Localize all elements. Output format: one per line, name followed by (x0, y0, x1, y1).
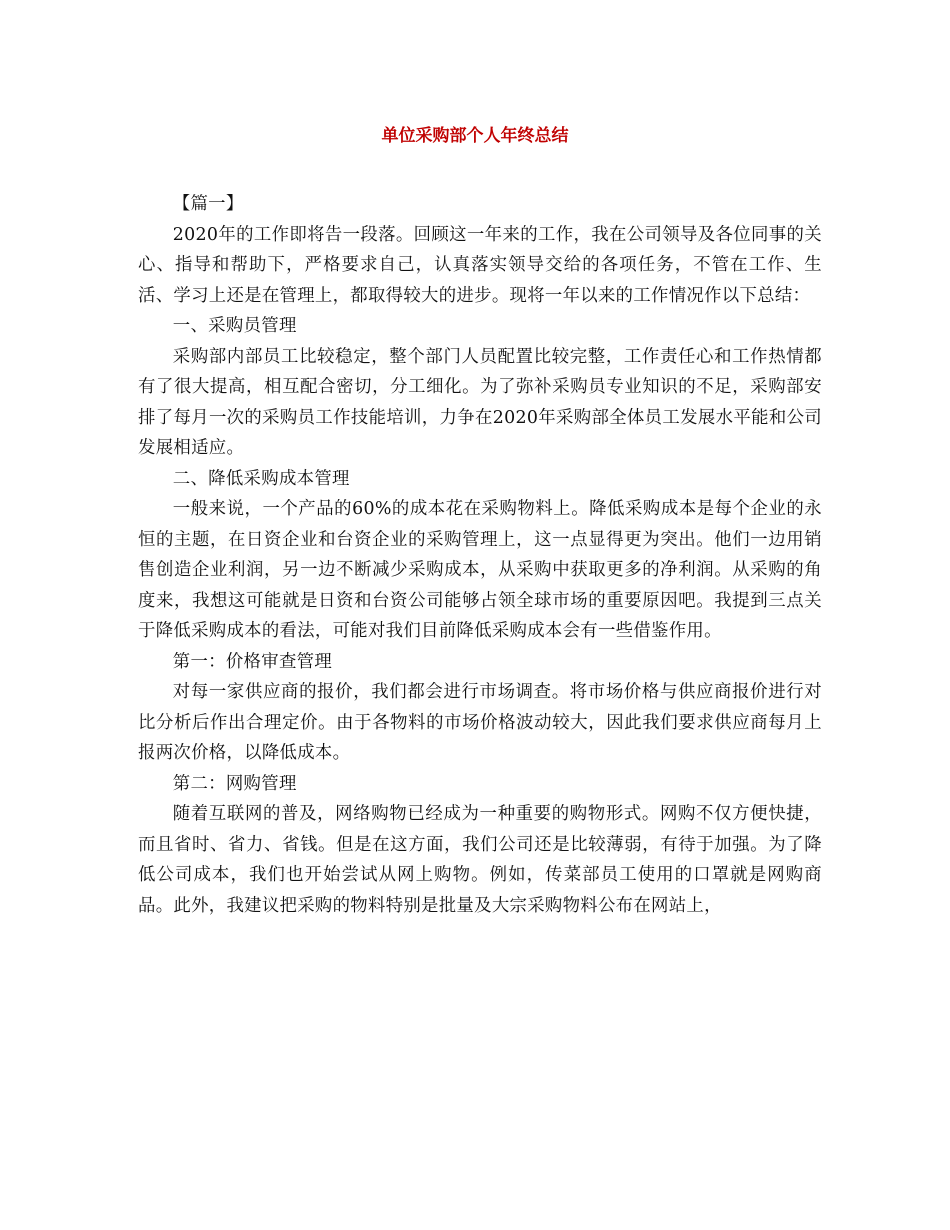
paragraph-purchaser-management: 采购部内部员工比较稳定，整个部门人员配置比较完整，工作责任心和工作热情都有了很大提高，相互配合密切，分工细化。为了弥补采购员专业知识的不足，采购部安排了每月一次的采购员工作技能培训，力争在2020年采购部全体员工发展水平能和公司发展相适应。 (138, 346, 822, 458)
heading-cost-reduction: 二、降低采购成本管理 (172, 468, 350, 489)
paragraph-intro: 2020年的工作即将告一段落。回顾这一年来的工作，我在公司领导及各位同事的关心、指导和帮助下，严格要求自己，认真落实领导交给的各项任务，不管在工作、生活、学习上还是在管理上，都取得较大的进步。现将一年以来的工作情况作以下总结： (138, 224, 822, 306)
paragraph-cost-reduction: 一般来说，一个产品的60%的成本花在采购物料上。降低采购成本是每个企业的永恒的主题，在日资企业和台资企业的采购管理上，这一点显得更为突出。他们一边用销售创造企业利润，另一边不断减少采购成本，从采购中获取更多的净利润。从采购的角度来，我想这可能就是日资和台资公司能够占领全球市场的重要原因吧。我提到三点关于降低采购成本的看法，可能对我们目前降低采购成本会有一些借鉴作用。 (138, 499, 822, 641)
heading-purchaser-management: 一、采购员管理 (172, 316, 297, 336)
heading-online-purchase: 第二：网购管理 (172, 773, 297, 794)
heading-price-review: 第一：价格审查管理 (172, 651, 333, 672)
paragraph-price-review: 对每一家供应商的报价，我们都会进行市场调查。将市场价格与供应商报价进行对比分析后作出合理定价。由于各物料的市场价格波动较大，因此我们要求供应商每月上报两次价格，以降低成本。 (138, 682, 822, 763)
paragraph-online-purchase: 随着互联网的普及，网络购物已经成为一种重要的购物形式。网购不仅方便快捷，而且省时、省力、省钱。但是在这方面，我们公司还是比较薄弱，有待于加强。为了降低公司成本，我们也开始尝试从网上购物。例如，传菜部员工使用的口罩就是网购商品。此外，我建议把采购的物料特别是批量及大宗采购物料公布在网站上， (138, 804, 822, 916)
document-title: 单位采购部个人年终总结 (381, 126, 569, 146)
section-mark: 【篇一】 (172, 194, 244, 214)
document-body (138, 189, 822, 921)
